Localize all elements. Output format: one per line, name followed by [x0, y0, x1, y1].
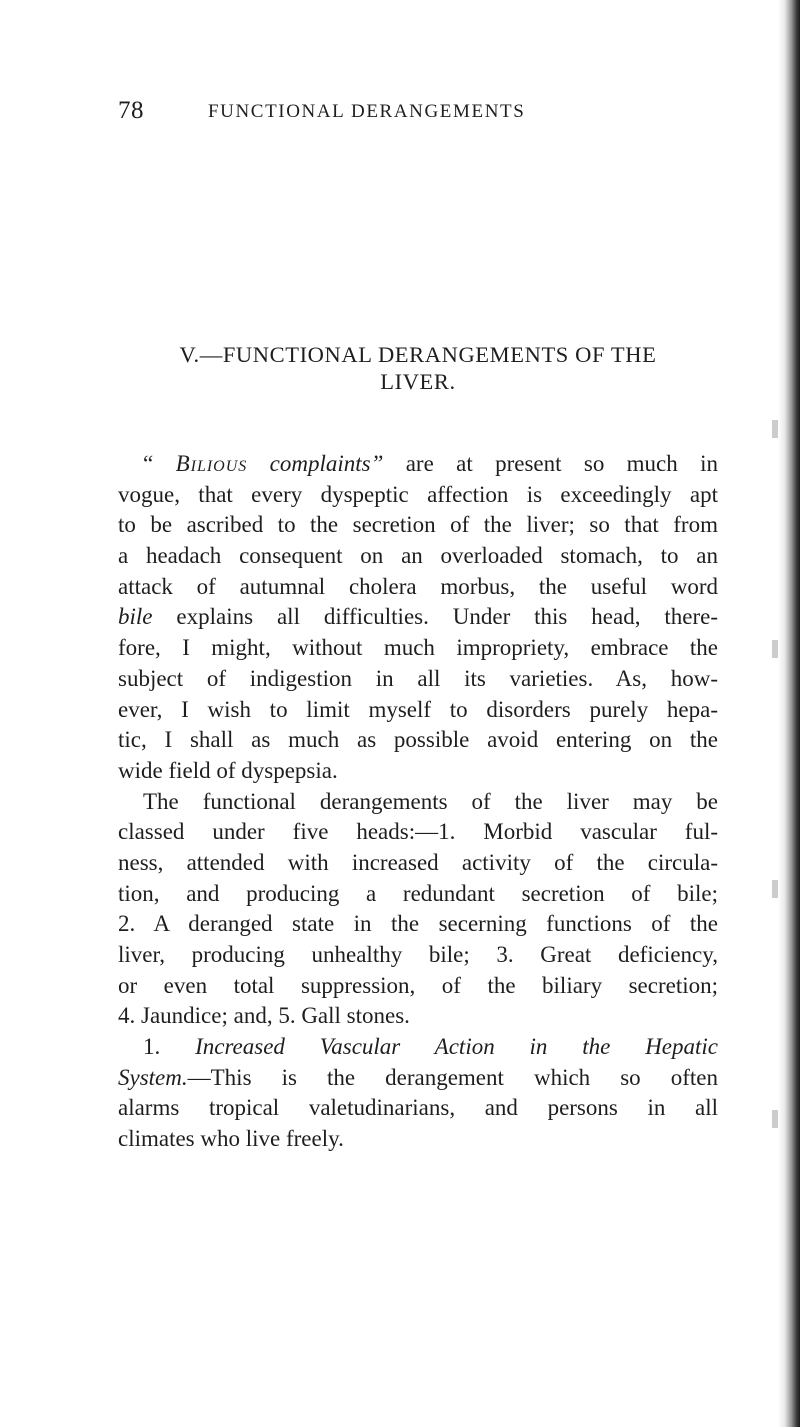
text-line: System.—This is the derangement which so often: [118, 1064, 718, 1090]
bleed-through-mark: [772, 420, 778, 438]
text-line: vogue, that every dyspeptic affection is exceedingly apt: [118, 481, 718, 507]
text-line: subject of indigestion in all its varieties. As, how-: [118, 665, 718, 691]
text-line: attack of autumnal cholera morbus, the useful word: [118, 573, 718, 599]
text-line: to be ascribed to the secretion of the liver; so that from: [118, 512, 718, 538]
text-line: tion, and producing a redundant secretion of bile;: [118, 880, 718, 906]
text-line: a headach consequent on an overloaded stomach, to an: [118, 543, 718, 569]
body-text: [118, 449, 718, 1155]
text-line: The functional derangements of the liver may be: [143, 788, 718, 814]
text-line: fore, I might, without much impropriety, embrace the: [118, 635, 718, 661]
text-line: wide field of dyspepsia.: [118, 757, 338, 783]
bleed-through-mark: [772, 640, 778, 658]
chapter-heading-line: LIVER.: [380, 369, 456, 394]
text-line: “ Bilious complaints” are at present so much in: [143, 451, 719, 476]
text-line: 2. A deranged state in the secerning functions of the: [118, 911, 718, 937]
running-head: [118, 97, 718, 131]
chapter-heading-line: V.—FUNCTIONAL DERANGEMENTS OF THE: [179, 342, 657, 367]
text-line: climates who live freely.: [118, 1126, 344, 1152]
bleed-through-mark: [772, 1110, 778, 1128]
running-title: FUNCTIONAL DERANGEMENTS: [208, 101, 526, 122]
text-line: 1. Increased Vascular Action in the Hepatic: [143, 1034, 718, 1060]
page-binding-edge: [778, 0, 800, 1427]
text-line: bile explains all difficulties. Under this head, there-: [118, 604, 718, 630]
text-line: classed under five heads:—1. Morbid vascular ful-: [118, 819, 718, 845]
text-line: tic, I shall as much as possible avoid entering on the: [118, 727, 718, 753]
chapter-heading: [118, 341, 718, 395]
text-line: alarms tropical valetudinarians, and persons in all: [118, 1095, 718, 1121]
text-line: 4. Jaundice; and, 5. Gall stones.: [118, 1003, 410, 1029]
bleed-through-mark: [772, 880, 778, 898]
text-line: or even total suppression, of the biliary secretion;: [118, 972, 718, 998]
text-line: ever, I wish to limit myself to disorders purely hepa-: [118, 696, 718, 722]
page-number: 78: [118, 97, 144, 124]
text-line: ness, attended with increased activity of the circula-: [118, 849, 718, 875]
text-line: liver, producing unhealthy bile; 3. Great deficiency,: [118, 942, 718, 967]
